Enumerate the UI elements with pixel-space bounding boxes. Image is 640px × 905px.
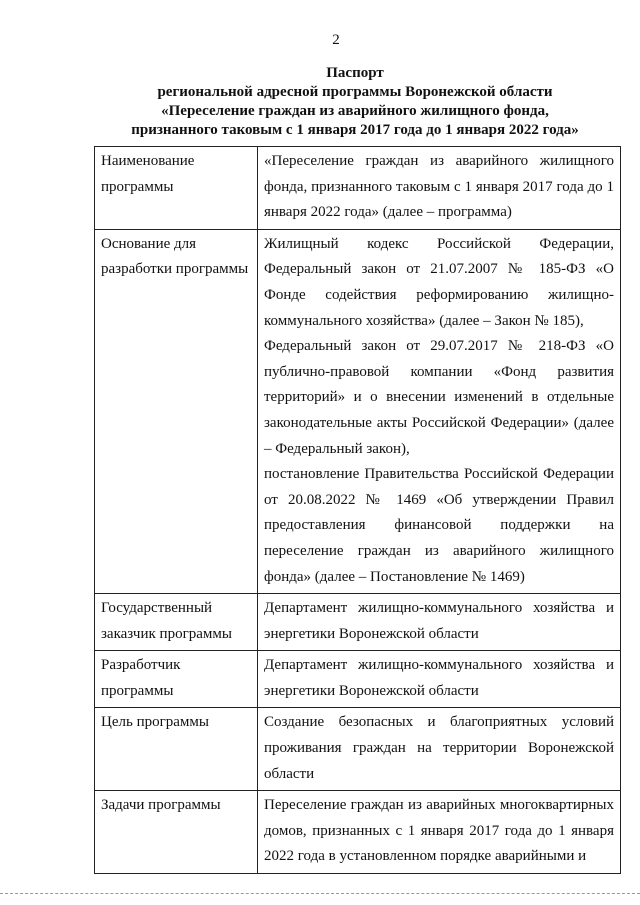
value-paragraph: Департамент жилищно-коммунального хозяйства и энергетики Воронежской области (264, 600, 614, 642)
value-paragraph: Создание безопасных и благоприятных условий проживания граждан на территории Воронежской области (264, 714, 614, 782)
row-value (258, 594, 621, 651)
title-line-3: «Переселение граждан из аварийного жилищного фонда, (161, 103, 549, 119)
table-row-tasks (95, 791, 621, 874)
value-paragraph: Департамент жилищно-коммунального хозяйства и энергетики Воронежской области (264, 657, 614, 699)
row-label: Цель программы (95, 708, 258, 791)
value-paragraph: постановление Правительства Российской Федерации от 20.08.2022 № 1469 «Об утверждении Правил предоставления финансовой поддержки на переселение граждан из аварийного жилищного фонда» (далее – Постановление № 1469) (264, 466, 614, 585)
passport-table (94, 146, 621, 874)
table-row-program-name (95, 147, 621, 230)
row-label: Разработчик программы (95, 651, 258, 708)
row-label: Государственный заказчик программы (95, 594, 258, 651)
row-value (258, 229, 621, 593)
page-number: 2 (332, 32, 340, 48)
row-label: Наименование программы (95, 147, 258, 230)
title-line-1: Паспорт (326, 65, 384, 81)
value-paragraph: «Переселение граждан из аварийного жилищного фонда, признанного таковым с 1 января 2017 года до 1 января 2022 года» (далее – программа) (264, 153, 614, 221)
row-label: Основание для разработки программы (95, 229, 258, 593)
page-bottom-divider (0, 893, 640, 894)
value-paragraph: Федеральный закон от 29.07.2017 № 218-ФЗ «О публично-правовой компании «Фонд развития территорий» и о внесении изменений в отдельные законодательные акты Российской Федерации» (далее – Федеральный закон), (264, 338, 614, 457)
title-line-4: признанного таковым с 1 января 2017 года до 1 января 2022 года» (131, 122, 579, 138)
value-paragraph: Жилищный кодекс Российской Федерации, Федеральный закон от 21.07.2007 № 185-ФЗ «О Фонде содействия реформированию жилищно-коммунального хозяйства» (далее – Закон № 185), (264, 235, 614, 329)
table-row-customer (95, 594, 621, 651)
row-value (258, 147, 621, 230)
row-value (258, 791, 621, 874)
value-paragraph: Переселение граждан из аварийных многоквартирных домов, признанных с 1 января 2017 года до 1 января 2022 года в установленном порядке аварийными и (264, 797, 614, 865)
table-row-basis (95, 229, 621, 593)
row-value (258, 651, 621, 708)
row-label: Задачи программы (95, 791, 258, 874)
row-value (258, 708, 621, 791)
title-line-2: региональной адресной программы Воронежской области (157, 84, 553, 100)
table-row-goal (95, 708, 621, 791)
document-title (90, 64, 620, 140)
table-row-developer (95, 651, 621, 708)
